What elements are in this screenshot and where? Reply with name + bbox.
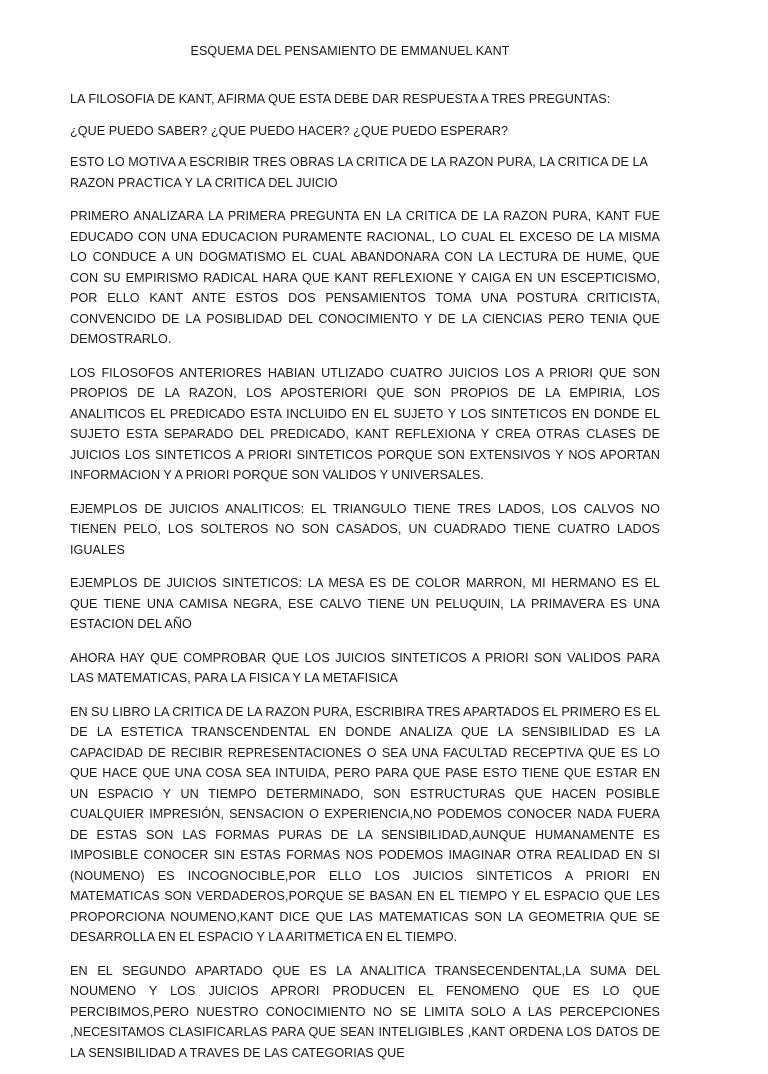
paragraph-judgments: LOS FILOSOFOS ANTERIORES HABIAN UTLIZADO CUATRO JUICIOS LOS A PRIORI QUE SON PROPIOS DE LA RAZON, LOS APOSTERIORI QUE SON PROPIOS DE LA EMPIRIA, LOS ANALITICOS EL PREDICADO ESTA INCLUIDO EN EL SUJETO Y LOS SINTETICOS EN DONDE EL SUJETO ESTA SEPARADO DEL PREDICADO, KANT REFLEXIONA Y CREA OTRAS CLASES DE JUICIOS LOS SINTETICOS A PRIORI SINTETICOS PORQUE SON EXTENSIVOS Y NOS APORTAN INFORMACION Y A PRIORI PORQUE SON VALIDOS Y UNIVERSALES. (70, 365, 660, 482)
document-body (70, 89, 660, 1074)
paragraph-intro: LA FILOSOFIA DE KANT, AFIRMA QUE ESTA DEBE DAR RESPUESTA A TRES PREGUNTAS: (70, 92, 611, 106)
paragraph-synthetic-examples: EJEMPLOS DE JUICIOS SINTETICOS: LA MESA ES DE COLOR MARRON, MI HERMANO ES EL QUE TIENE UNA CAMISA NEGRA, ESE CALVO TIENE UN PELUQUIN, LA PRIMAVERA ES UNA ESTACION DEL AÑO (70, 576, 660, 631)
paragraph-works: ESTO LO MOTIVA A ESCRIBIR TRES OBRAS LA CRITICA DE LA RAZON PURA, LA CRITICA DE LA RAZON PRACTICA Y LA CRITICA DEL JUICIO (70, 155, 648, 190)
paragraph-questions: ¿QUE PUEDO SABER? ¿QUE PUEDO HACER? ¿QUE PUEDO ESPERAR? (70, 123, 509, 138)
paragraph-transcendental-aesthetic: EN SU LIBRO LA CRITICA DE LA RAZON PURA, ESCRIBIRA TRES APARTADOS EL PRIMERO ES EL DE LA ESTETICA TRANSCENDENTAL EN DONDE ANALIZA QUE LA SENSIBILIDAD ES LA CAPACIDAD DE RECIBIR REPRESENTACIONES O SEA UNA FACULTAD RECEPTIVA QUE ES LO QUE HACE QUE UNA COSA SEA INTUIDA, PERO PARA QUE PASE ESTO TIENE QUE ESTAR EN UN ESPACIO Y UN TIEMPO DETERMINADO, SON ESTRUCTURAS QUE HACEN POSIBLE CUALQUIER IMPRESIÓN, SENSACION O EXPERIENCIA,NO PODEMOS CONOCER NADA FUERA DE ESTAS SON LAS FORMAS PURAS DE LA SENSIBILIDAD,AUNQUE HUMANAMENTE ES IMPOSIBLE CONOCER SIN ESTAS FORMAS NOS PODEMOS IMAGINAR OTRA REALIDAD EN SI (NOUMENO) ES INCOGNOCIBLE,POR ELLO LOS JUICIOS SINTETICOS A PRIORI EN MATEMATICAS SON VERDADEROS,PORQUE SE BASAN EN EL TIEMPO Y EL ESPACIO QUE LES PROPORCIONA NOUMENO,KANT DICE QUE LAS MATEMATICAS SON LA GEOMETRIA QUE SE DESARROLLA EN EL ESPACIO Y LA ARITMETICA EN EL TIEMPO. (70, 704, 660, 944)
paragraph-analytic-examples: EJEMPLOS DE JUICIOS ANALITICOS: EL TRIANGULO TIENE TRES LADOS, LOS CALVOS NO TIENEN PELO, LOS SOLTEROS NO SON CASADOS, UN CUADRADO TIENE CUATRO LADOS IGUALES (70, 501, 660, 557)
paragraph-transcendental-analytic: EN EL SEGUNDO APARTADO QUE ES LA ANALITICA TRANSECENDENTAL,LA SUMA DEL NOUMENO Y LOS JUICIOS APRORI PRODUCEN EL FENOMENO QUE ES LO QUE PERCIBIMOS,PERO NUESTRO CONOCIMIENTO NO SE LIMITA SOLO A LAS PERCEPCIONES ,NECESITAMOS CLASIFICARLAS PARA QUE SEAN INTELIGIBLES ,KANT ORDENA LOS DATOS DE LA SENSIBILIDAD A TRAVES DE LAS CATEGORIAS QUE (70, 963, 660, 1060)
document-title: ESQUEMA DEL PENSAMIENTO DE EMMANUEL KANT (190, 44, 510, 58)
paragraph-first-question: PRIMERO ANALIZARA LA PRIMERA PREGUNTA EN LA CRITICA DE LA RAZON PURA, KANT FUE EDUCADO CON UNA EDUCACION PURAMENTE RACIONAL, LO CUAL EL EXCESO DE LA MISMA LO CONDUCE A UN DOGMATISMO EL CUAL ABANDONARA CON LA LECTURA DE HUME, QUE CON SU EMPIRISMO RADICAL HARA QUE KANT REFLEXIONE Y CAIGA EN UN ESCEPTICISMO, POR ELLO KANT ANTE ESTOS DOS PENSAMIENTOS TOMA UNA POSTURA CRITICISTA, CONVENCIDO DE LA POSIBLIDAD DEL CONOCIMIENTO Y DE LA CIENCIAS PERO TENIA QUE DEMOSTRARLO. (70, 209, 660, 346)
paragraph-verification: AHORA HAY QUE COMPROBAR QUE LOS JUICIOS SINTETICOS A PRIORI SON VALIDOS PARA LAS MATEMATICAS, PARA LA FISICA Y LA METAFISICA (70, 650, 660, 685)
